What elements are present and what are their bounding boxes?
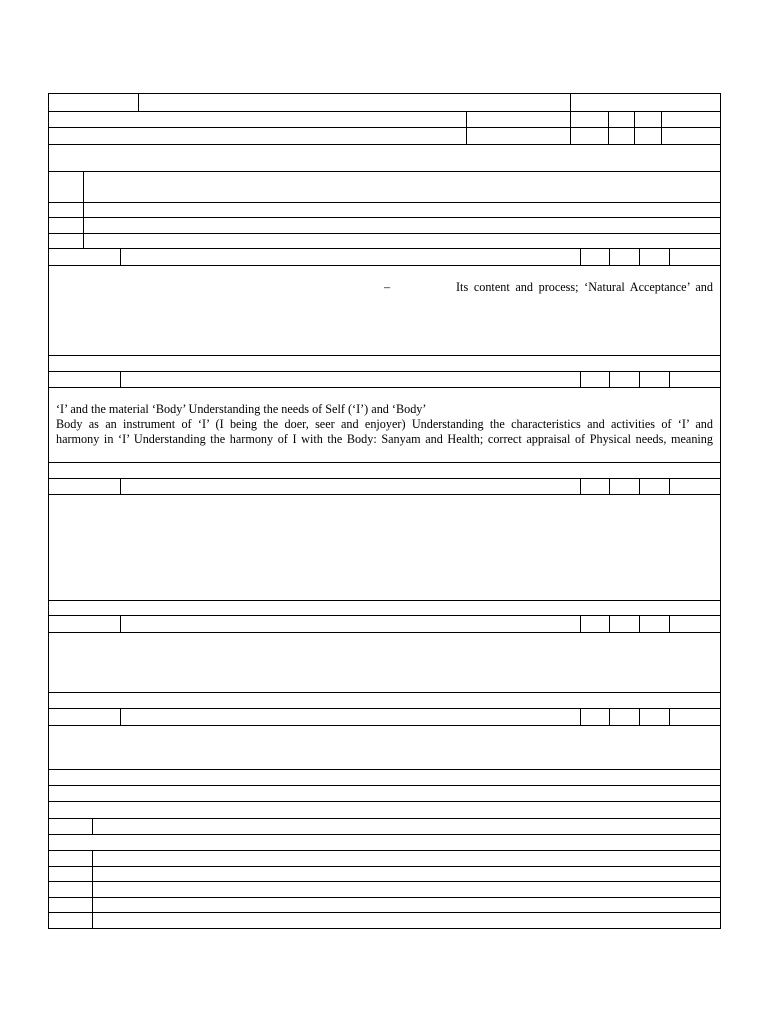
unit1-hours-divider-3: [639, 248, 640, 265]
header-ltp-divider-2: [634, 111, 635, 144]
unit3-title-divider: [120, 478, 121, 494]
unit4-hours-divider-2: [609, 615, 610, 632]
unit2-header-bottom: [48, 387, 721, 388]
form-left-border: [48, 93, 49, 929]
unit2-title-divider: [120, 371, 121, 387]
unit3-hours-divider-2: [609, 478, 610, 494]
unit2-hours-divider-1: [580, 371, 581, 387]
unit5-hours-divider-2: [609, 708, 610, 725]
objectives-row-rule-1: [48, 202, 721, 203]
form-top-border: [48, 93, 721, 94]
unit5-hours-divider-4: [669, 708, 670, 725]
footer-rule-2: [48, 801, 721, 802]
unit2-hours-divider-3: [639, 371, 640, 387]
unit4-hours-divider-4: [669, 615, 670, 632]
header-ltp-divider-1: [608, 111, 609, 144]
unit3-hours-divider-4: [669, 478, 670, 494]
unit1-header-top: [48, 248, 721, 249]
unit2-hours-divider-2: [609, 371, 610, 387]
objectives-number-column: [83, 171, 84, 248]
unit2-content-line-1: ‘I’ and the material ‘Body’ Understanding the needs of Self (‘I’) and ‘Body’: [56, 402, 427, 416]
footer-number-column-1: [92, 818, 93, 834]
unit2-content-line-3: harmony in ‘I’ Understanding the harmony of I with the Body: Sanyam and Health; correct appraisal of Physical needs, meaning: [56, 432, 713, 446]
header-col-divider-3: [466, 111, 467, 144]
header-rule-2: [48, 127, 721, 128]
form-right-border: [720, 93, 721, 929]
unit5-header-bottom: [48, 725, 721, 726]
footer-rule-1: [48, 785, 721, 786]
header-rule-3: [48, 144, 721, 145]
unit5-header-top: [48, 708, 721, 709]
header-rule-1: [48, 111, 721, 112]
unit5-hours-divider-1: [580, 708, 581, 725]
unit4-header-bottom: [48, 632, 721, 633]
unit1-header-bottom: [48, 265, 721, 266]
header-col-divider-2: [570, 93, 571, 144]
objectives-rule: [48, 171, 721, 172]
unit1-title-divider: [120, 248, 121, 265]
unit4-hours-divider-3: [639, 615, 640, 632]
unit3-content-bottom: [48, 600, 721, 601]
header-col-divider-1: [138, 93, 139, 111]
unit3-header-top: [48, 478, 721, 479]
footer-rule-9: [48, 912, 721, 913]
unit1-dash: –: [384, 280, 391, 294]
unit4-header-top: [48, 615, 721, 616]
header-ltp-divider-3: [661, 111, 662, 144]
unit3-hours-divider-3: [639, 478, 640, 494]
footer-rule-4: [48, 834, 721, 835]
unit3-header-bottom: [48, 494, 721, 495]
unit1-hours-divider-2: [609, 248, 610, 265]
unit3-hours-divider-1: [580, 478, 581, 494]
form-bottom-border: [48, 928, 721, 929]
unit1-content-line-1: Its content and process; ‘Natural Acceptance’ and: [456, 280, 713, 294]
unit2-content-bottom: [48, 462, 721, 463]
footer-rule-7: [48, 881, 721, 882]
footer-rule-6: [48, 866, 721, 867]
unit1-content-bottom: [48, 355, 721, 356]
unit4-title-divider: [120, 615, 121, 632]
footer-rule-8: [48, 897, 721, 898]
unit4-hours-divider-1: [580, 615, 581, 632]
unit2-header-top: [48, 371, 721, 372]
footer-number-column-2: [92, 850, 93, 928]
unit5-hours-divider-3: [639, 708, 640, 725]
unit4-content-bottom: [48, 692, 721, 693]
unit5-title-divider: [120, 708, 121, 725]
unit2-hours-divider-4: [669, 371, 670, 387]
objectives-row-rule-3: [48, 233, 721, 234]
unit5-content-bottom: [48, 769, 721, 770]
unit2-content-line-2: Body as an instrument of ‘I’ (I being the doer, seer and enjoyer) Understanding the characteristics and activities of ‘I’ and: [56, 417, 713, 431]
footer-rule-3: [48, 818, 721, 819]
unit1-hours-divider-4: [669, 248, 670, 265]
footer-rule-5: [48, 850, 721, 851]
objectives-row-rule-2: [48, 217, 721, 218]
unit1-hours-divider-1: [580, 248, 581, 265]
